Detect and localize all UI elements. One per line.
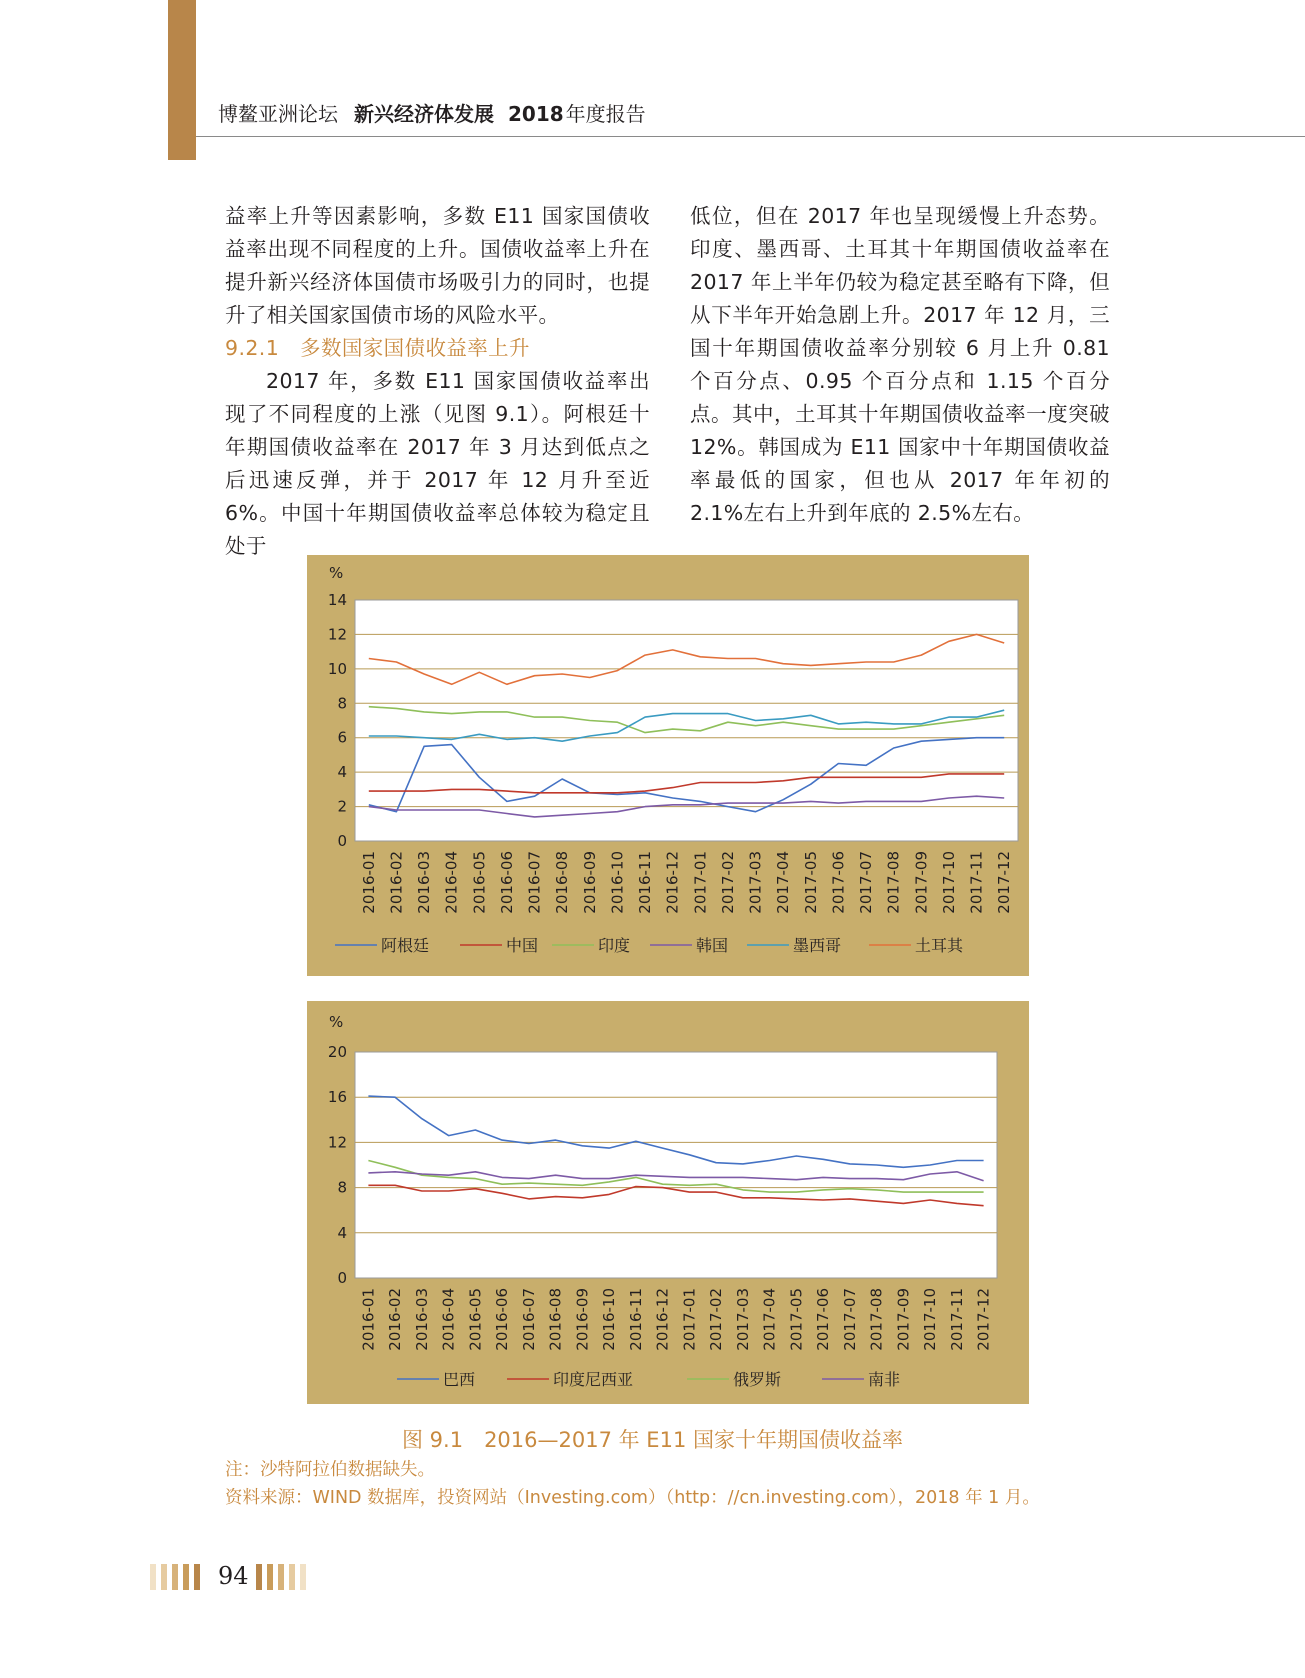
right-column: [690, 200, 1110, 530]
x-tick-label: 2016-12: [663, 851, 682, 914]
x-tick-label: 2016-02: [387, 851, 406, 914]
x-tick-label: 2017-12: [995, 851, 1014, 914]
x-tick-label: 2017-09: [894, 1288, 913, 1351]
legend-label: 阿根廷: [381, 936, 430, 955]
header-accent-tab: [168, 0, 196, 160]
page-bars-left: [150, 1564, 200, 1590]
x-tick-label: 2017-10: [921, 1288, 940, 1351]
legend-label: 墨西哥: [793, 936, 842, 955]
x-tick-label: 2017-04: [760, 1288, 779, 1351]
x-tick-label: 2016-01: [359, 851, 378, 914]
x-tick-label: 2017-12: [974, 1288, 993, 1351]
y-tick-label: 8: [337, 1178, 347, 1197]
y-tick-label: 12: [327, 625, 347, 644]
x-tick-label: 2016-10: [600, 1288, 619, 1351]
x-tick-label: 2017-03: [746, 851, 765, 914]
figure-source: 资料来源：WIND 数据库，投资网站（Investing.com）（http：//cn.investing.com），2018 年 1 月。: [225, 1488, 1040, 1508]
x-tick-label: 2017-09: [912, 851, 931, 914]
x-tick-label: 2016-12: [653, 1288, 672, 1351]
x-tick-label: 2016-03: [415, 851, 434, 914]
header-book: 新兴经济体发展: [354, 102, 494, 126]
x-tick-label: 2017-10: [939, 851, 958, 914]
x-tick-label: 2017-02: [707, 1288, 726, 1351]
header-year: 2018: [508, 102, 564, 126]
figure-caption: 图 9.1 2016—2017 年 E11 国家十年期国债收益率: [402, 1428, 903, 1452]
x-tick-label: 2016-07: [519, 1288, 538, 1351]
x-tick-label: 2016-09: [573, 1288, 592, 1351]
x-tick-label: 2017-03: [733, 1288, 752, 1351]
x-tick-label: 2017-05: [801, 851, 820, 914]
y-tick-label: 20: [327, 1043, 347, 1061]
y-tick-label: 8: [337, 694, 347, 713]
header-report: 年度报告: [565, 102, 646, 126]
x-tick-label: 2017-08: [884, 851, 903, 914]
legend-label: 土耳其: [915, 936, 964, 955]
x-tick-label: 2017-07: [840, 1288, 859, 1351]
plot-area: [355, 1052, 997, 1278]
x-tick-label: 2017-06: [829, 851, 848, 914]
x-tick-label: 2016-06: [493, 1288, 512, 1351]
y-tick-label: 2: [337, 797, 347, 816]
x-tick-label: 2016-05: [466, 1288, 485, 1351]
y-tick-label: 0: [337, 1269, 347, 1287]
x-tick-label: 2017-04: [774, 851, 793, 914]
y-tick-label: 6: [337, 728, 347, 747]
x-tick-label: 2016-06: [497, 851, 516, 914]
x-tick-label: 2016-09: [580, 851, 599, 914]
section-heading: 9.2.1 多数国家国债收益率上升: [225, 336, 530, 360]
y-tick-label: 16: [327, 1088, 347, 1107]
x-tick-label: 2016-01: [359, 1288, 378, 1351]
left-column: [225, 200, 650, 563]
chart-e11-asia-latam: [307, 555, 1029, 976]
running-header: [218, 98, 646, 127]
y-tick-label: 10: [327, 659, 347, 678]
x-tick-label: 2017-06: [814, 1288, 833, 1351]
chart-svg: [307, 1001, 1029, 1404]
y-tick-label: 14: [327, 591, 347, 609]
x-tick-label: 2016-04: [439, 1288, 458, 1351]
x-tick-label: 2016-11: [636, 851, 655, 914]
x-tick-label: 2017-11: [947, 1288, 966, 1351]
chart-svg: [307, 555, 1029, 976]
x-tick-label: 2017-08: [867, 1288, 886, 1351]
legend-label: 巴西: [443, 1370, 476, 1389]
figure-note: 注：沙特阿拉伯数据缺失。: [225, 1460, 435, 1480]
legend-label: 俄罗斯: [733, 1370, 782, 1389]
legend-label: 印度: [598, 936, 631, 955]
x-tick-label: 2016-08: [546, 1288, 565, 1351]
header-forum: 博鳌亚洲论坛: [218, 102, 338, 126]
left-paragraph-1: 益率上升等因素影响，多数 E11 国家国债收益率出现不同程度的上升。国债收益率上升在提升新兴经济体国债市场吸引力的同时，也提升了相关国家国债市场的风险水平。: [225, 204, 650, 327]
y-tick-label: 0: [337, 832, 347, 850]
x-tick-label: 2017-11: [967, 851, 986, 914]
chart-e11-brics: [307, 1001, 1029, 1404]
x-tick-label: 2017-07: [857, 851, 876, 914]
x-tick-label: 2016-07: [525, 851, 544, 914]
x-tick-label: 2016-04: [442, 851, 461, 914]
legend-label: 印度尼西亚: [553, 1370, 634, 1389]
x-tick-label: 2016-05: [470, 851, 489, 914]
right-paragraph-1: 低位，但在 2017 年也呈现缓慢上升态势。印度、墨西哥、土耳其十年期国债收益率在 2017 年上半年仍较为稳定甚至略有下降，但从下半年开始急剧上升。2017 年 12 月，三国十年期国债收益率分别较 6 月上升 0.81 个百分点、0.95 个百分点和 1.15 个百分点。其中，土耳其十年期国债收益率一度突破 12%。韩国成为 E11 国家中十年期国债收益率最低的国家，但也从 2017 年年初的 2.1%左右上升到年底的 2.5%左右。: [690, 204, 1110, 525]
x-tick-label: 2016-03: [412, 1288, 431, 1351]
y-axis-label: %: [329, 1013, 344, 1031]
y-tick-label: 12: [327, 1133, 347, 1152]
y-tick-label: 4: [337, 763, 347, 782]
x-tick-label: 2017-01: [680, 1288, 699, 1351]
x-tick-label: 2017-02: [718, 851, 737, 914]
x-tick-label: 2017-01: [691, 851, 710, 914]
x-tick-label: 2016-08: [553, 851, 572, 914]
x-tick-label: 2016-02: [386, 1288, 405, 1351]
legend-label: 韩国: [696, 936, 729, 955]
x-tick-label: 2016-11: [626, 1288, 645, 1351]
y-tick-label: 4: [337, 1223, 347, 1242]
page-bars-right: [256, 1564, 306, 1590]
header-rule: [196, 136, 1305, 137]
legend-label: 南非: [868, 1370, 901, 1389]
x-tick-label: 2017-05: [787, 1288, 806, 1351]
legend-label: 中国: [506, 936, 539, 955]
left-paragraph-2: 2017 年，多数 E11 国家国债收益率出现了不同程度的上涨（见图 9.1）。阿根廷十年期国债收益率在 2017 年 3 月达到低点之后迅速反弹，并于 2017 年 12 月升至近 6%。中国十年期国债收益率总体较为稳定且处于: [225, 369, 650, 558]
x-tick-label: 2016-10: [608, 851, 627, 914]
page-number: 94: [218, 1562, 249, 1590]
y-axis-label: %: [329, 564, 344, 582]
